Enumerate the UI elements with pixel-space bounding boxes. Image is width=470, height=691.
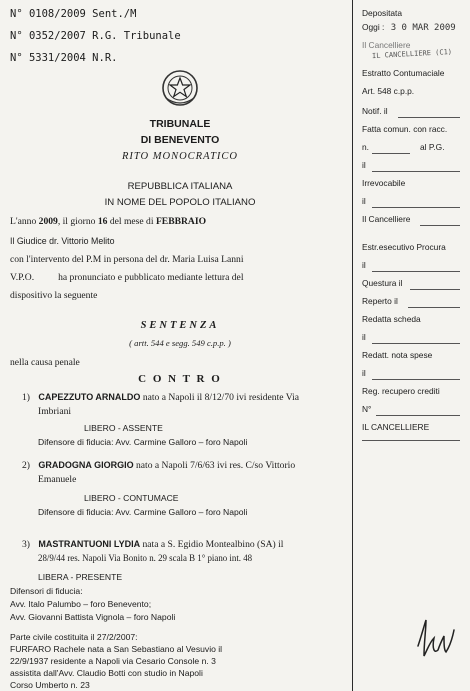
sidebar-questura: Questura il xyxy=(362,278,403,288)
defendant-2-address: Emanuele xyxy=(38,474,77,485)
sidebar-stamp-label: Il Cancelliere xyxy=(362,40,411,50)
sidebar-il-4: il xyxy=(362,332,366,342)
court-type: RITO MONOCRATICO xyxy=(121,151,239,162)
pm-line: con l'intervento del P.M in persona del dr. Maria Luisa Lanni xyxy=(10,254,244,265)
civil-party-line-1: Parte civile costituita il 27/2/2007: xyxy=(10,632,138,642)
defendant-3-status: LIBERA - PRESENTE xyxy=(38,572,123,582)
defendant-2-line: 2) GRADOGNA GIORGIO nato a Napoli 7/6/63 ivi res. C/so Vittorio xyxy=(22,460,296,471)
republic-heading: REPUBBLICA ITALIANA xyxy=(127,181,233,192)
nr-number: N° 5331/2004 N.R. xyxy=(10,52,118,64)
sidebar-extract: Estratto Contumaciale xyxy=(362,68,445,78)
sidebar-canc: Il Cancelliere xyxy=(362,214,411,224)
sidebar-irrev: Irrevocabile xyxy=(362,178,406,188)
sidebar-today: Oggi : 3 0 MAR 2009 xyxy=(362,22,456,33)
court-city: DI BENEVENTO xyxy=(140,134,220,146)
sidebar-il-3: il xyxy=(362,260,366,270)
defendant-3-counsel-2: Avv. Giovanni Battista Vignola – foro Napoli xyxy=(10,612,176,622)
sidebar-deposited: Depositata xyxy=(362,8,403,18)
sidebar-redatta: Redatta scheda xyxy=(362,314,421,324)
cause-label: nella causa penale xyxy=(10,357,80,368)
sidebar-pg: al P.G. xyxy=(420,142,445,152)
defendant-1-counsel: Difensore di fiducia: Avv. Carmine Galloro – foro Napoli xyxy=(38,437,248,447)
sidebar-reperto: Reperto il xyxy=(362,296,398,306)
judge-line: Il Giudice dr. Vittorio Melito xyxy=(10,236,115,246)
civil-party-line-2: FURFARO Rachele nata a San Sebastiano al Vesuvio il xyxy=(10,644,223,654)
sidebar-estr: Estr.esecutivo Procura xyxy=(362,242,446,252)
defendant-1-line: 1) CAPEZZUTO ARNALDO nato a Napoli il 8/12/70 ivi residente Via xyxy=(22,392,299,403)
civil-party-line-4: assistita dall'Avv. Claudio Botti con studio in Napoli xyxy=(10,668,203,678)
device-line: dispositivo la seguente xyxy=(10,290,98,301)
court-name: TRIBUNALE xyxy=(149,118,211,130)
sidebar-il-1: il xyxy=(362,160,366,170)
date-line: L'anno 2009, il giorno 16 del mese di FEBBRAIO xyxy=(10,216,207,227)
sentence-title: SENTENZA xyxy=(140,320,220,331)
margin-divider xyxy=(352,0,353,691)
sidebar-n2: N° xyxy=(362,404,372,414)
sidebar-art: Art. 548 c.p.p. xyxy=(362,86,415,96)
sidebar-il-2: il xyxy=(362,196,366,206)
republic-emblem-icon xyxy=(160,68,200,108)
people-heading: IN NOME DEL POPOLO ITALIANO xyxy=(104,197,256,208)
pronounced-line: V.P.O. ha pronunciato e pubblicato mediante lettura del xyxy=(10,272,244,283)
civil-party-line-3: 22/9/1937 residente a Napoli via Cesario Console n. 3 xyxy=(10,656,216,666)
defendant-3-line: 3) MASTRANTUONI LYDIA nata a S. Egidio Montealbino (SA) il xyxy=(22,539,284,550)
defendant-1-status: LIBERO - ASSENTE xyxy=(84,423,163,433)
defendant-1-address: Imbriani xyxy=(38,406,72,417)
defendant-3-counsel-heading: Difensori di fiducia: xyxy=(10,586,83,596)
rg-number: N° 0352/2007 R.G. Tribunale xyxy=(10,30,181,42)
judge-signature xyxy=(414,616,458,666)
defendant-3-address: 28/9/44 res. Napoli Via Bonito n. 29 scala B 1° piano int. 48 xyxy=(38,553,253,563)
sidebar-cancelliere: IL CANCELLIERE xyxy=(362,422,430,432)
sidebar-il-5: il xyxy=(362,368,366,378)
sidebar-comm: Fatta comun. con racc. xyxy=(362,124,448,134)
sentence-number: N° 0108/2009 Sent./M xyxy=(10,8,137,20)
contro-heading: C O N T R O xyxy=(138,373,222,385)
sidebar-reg: Reg. recupero crediti xyxy=(362,386,440,396)
sidebar-stamp: IL CANCELLIERE (C1) xyxy=(371,47,453,61)
defendant-2-counsel: Difensore di fiducia: Avv. Carmine Galloro – foro Napoli xyxy=(38,507,248,517)
sidebar-redatt-nota: Redatt. nota spese xyxy=(362,350,433,360)
articles-note: ( artt. 544 e segg. 549 c.p.p. ) xyxy=(129,338,231,348)
defendant-2-status: LIBERO - CONTUMACE xyxy=(84,493,179,503)
sidebar-notif: Notif. il xyxy=(362,106,388,116)
sidebar-n1: n. xyxy=(362,142,369,152)
defendant-3-counsel-1: Avv. Italo Palumbo – foro Benevento; xyxy=(10,599,152,609)
civil-party-line-5: Corso Umberto n. 23 xyxy=(10,680,90,690)
